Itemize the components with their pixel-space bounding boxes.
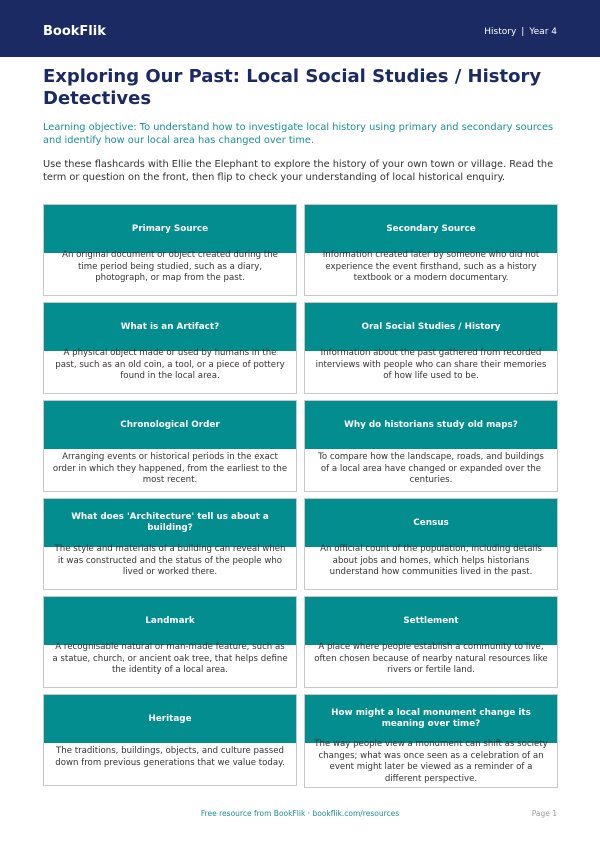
meta-separator: | bbox=[521, 27, 525, 37]
flashcard-back: To compare how the landscape, roads, and buildings of a local area have changed or expanded over the centuries. bbox=[318, 452, 544, 485]
flashcard[interactable] bbox=[43, 694, 297, 786]
flashcard[interactable] bbox=[43, 498, 297, 590]
flashcard-back: A physical object made or used by humans in the past, such as an old coin, a tool, or a piece of pottery found in the local area. bbox=[55, 348, 285, 381]
flashcard[interactable] bbox=[304, 400, 558, 492]
flashcard-front: Landmark bbox=[44, 597, 296, 645]
year-label: Year 4 bbox=[529, 27, 557, 37]
flashcard-front: How might a local monument change its meaning over time? bbox=[305, 695, 557, 743]
flashcard-front: What is an Artifact? bbox=[44, 303, 296, 351]
flashcard[interactable] bbox=[43, 204, 297, 296]
flashcard-back: The traditions, buildings, objects, and culture passed down from previous generations that we value today. bbox=[55, 746, 285, 768]
flashcard-front: Oral Social Studies / History bbox=[305, 303, 557, 351]
flashcard-front: Settlement bbox=[305, 597, 557, 645]
page-number: Page 1 bbox=[531, 809, 557, 818]
header-meta bbox=[484, 27, 557, 37]
flashcard-front: Why do historians study old maps? bbox=[305, 401, 557, 449]
flashcard-back: An original document or object created during the time period being studied, such as a diary, photograph, or map from the past. bbox=[62, 250, 278, 283]
flashcard-back: A recognisable natural or man-made feature, such as a statue, church, or ancient oak tree, that helps define the identity of a local area. bbox=[52, 642, 288, 675]
flashcard-back: Information about the past gathered from recorded interviews with people who can share their memories of how life used to be. bbox=[315, 348, 547, 381]
flashcard[interactable] bbox=[304, 204, 558, 296]
flashcard[interactable] bbox=[43, 596, 297, 688]
flashcard-front: Primary Source bbox=[44, 205, 296, 253]
flashcard-back: The style and materials of a building can reveal when it was constructed and the status of the people who lived or worked there. bbox=[54, 544, 286, 577]
flashcard[interactable] bbox=[43, 302, 297, 394]
flashcard-front: Secondary Source bbox=[305, 205, 557, 253]
header-bar bbox=[0, 0, 600, 57]
flashcard[interactable] bbox=[43, 400, 297, 492]
flashcard-back: Information created later by someone who did not experience the event firsthand, such as a history textbook or a modern documentary. bbox=[322, 250, 540, 283]
flashcard-back: The way people view a monument can shift as society changes; what was once seen as a celebration of an event might later be viewed as a reminder of a different perspective. bbox=[314, 739, 548, 784]
subject-label: History bbox=[484, 27, 517, 37]
flashcard[interactable] bbox=[304, 694, 558, 788]
intro-text: Use these flashcards with Ellie the Elephant to explore the history of your own town or village. Read the term or question on the front, then flip to check your understanding of local historical enquiry. bbox=[43, 159, 554, 183]
flashcard-front: Census bbox=[305, 499, 557, 547]
page-title: Exploring Our Past: Local Social Studies / History Detectives bbox=[43, 66, 542, 109]
flashcard[interactable] bbox=[304, 596, 558, 688]
brand-logo[interactable]: BookFlik bbox=[43, 24, 106, 39]
flashcard-front: Chronological Order bbox=[44, 401, 296, 449]
footer-text[interactable]: Free resource from BookFlik · bookflik.com/resources bbox=[200, 809, 400, 818]
flashcard-back: Arranging events or historical periods in the exact order in which they happened, from the earliest to the most recent. bbox=[52, 452, 288, 485]
flashcard-back: An official count of the population, including details about jobs and homes, which helps historians understand how communities lived in the past. bbox=[320, 544, 542, 577]
flashcard[interactable] bbox=[304, 498, 558, 590]
learning-objective: Learning objective: To understand how to investigate local history using primary and secondary sources and identify how our local area has changed over time. bbox=[43, 122, 554, 146]
flashcard-front: What does 'Architecture' tell us about a building? bbox=[44, 499, 296, 547]
flashcard-front: Heritage bbox=[44, 695, 296, 743]
flashcard-back: A place where people establish a community to live, often chosen because of nearby natural resources like rivers or fertile land. bbox=[314, 642, 548, 675]
flashcard[interactable] bbox=[304, 302, 558, 394]
